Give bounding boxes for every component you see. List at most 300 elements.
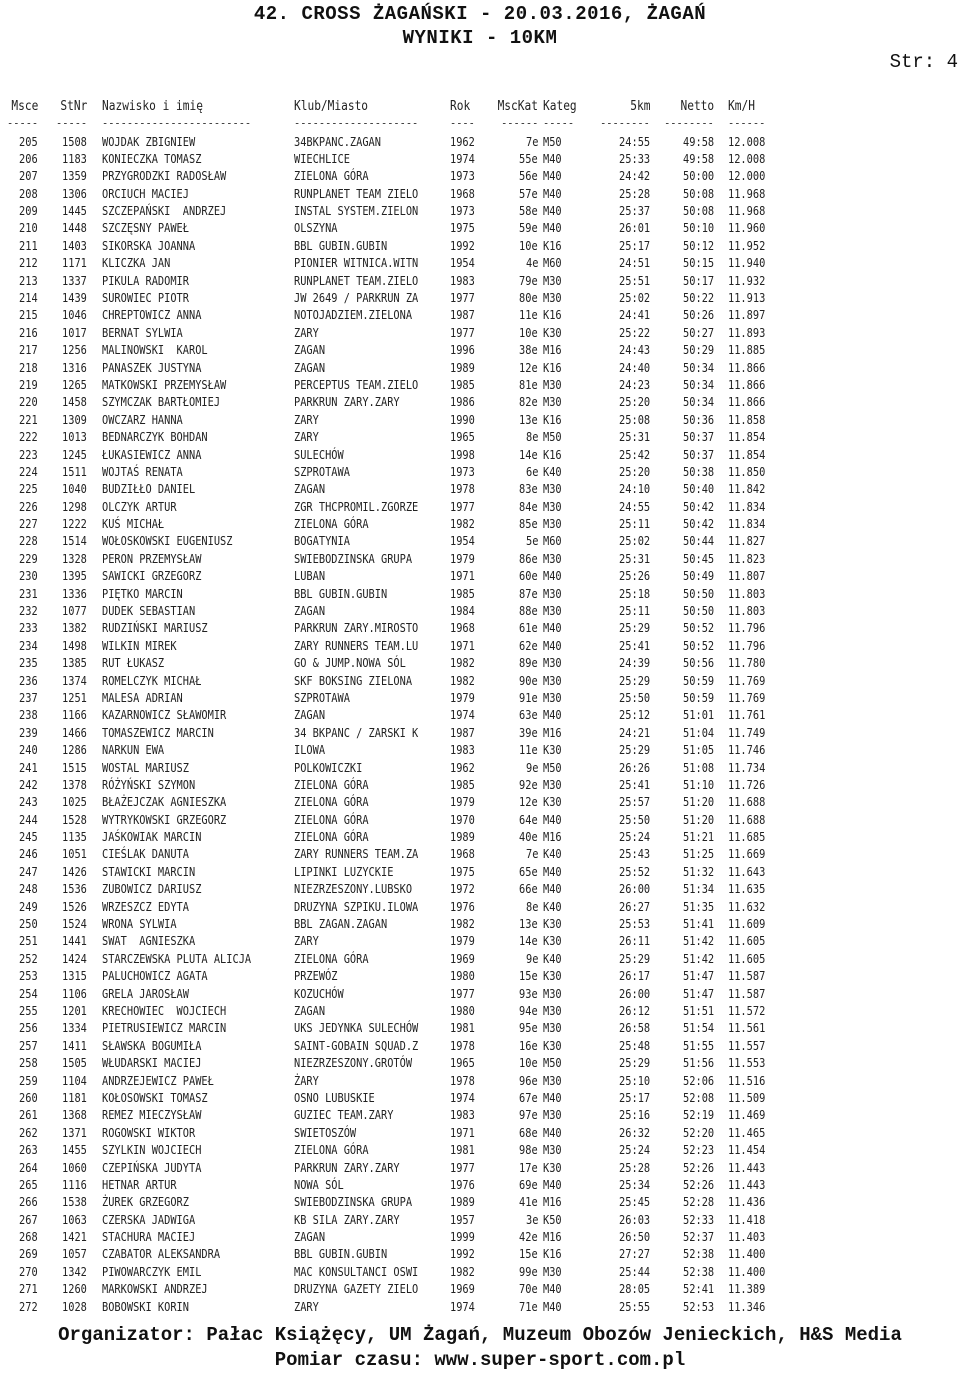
net-time-cell: 50:34	[682, 360, 714, 375]
bib-cell: 1057	[62, 1247, 87, 1262]
speed-cell: 12.008	[728, 151, 766, 166]
year-cell: 1969	[450, 951, 475, 966]
club-cell: OSNO LUBUSKIE	[294, 1090, 375, 1105]
split-5km-cell: 25:11	[618, 604, 650, 619]
club-cell: DRUZYNA SZPIKU.ILOWA	[294, 899, 419, 914]
table-row	[0, 812, 960, 829]
category-cell: M30	[543, 586, 562, 601]
table-row	[0, 394, 960, 411]
name-cell: NARKUN EWA	[102, 743, 165, 758]
club-cell: BBL GUBIN.GUBIN	[294, 586, 388, 601]
split-5km-cell: 25:28	[618, 186, 650, 201]
category-cell: M30	[543, 1004, 562, 1018]
net-time-cell: 51:56	[682, 1056, 714, 1071]
bib-cell: 1315	[62, 969, 87, 984]
category-place-cell: 91e	[519, 690, 538, 705]
name-cell: JAŚKOWIAK MARCIN	[102, 830, 202, 845]
bib-cell: 1359	[62, 169, 87, 184]
category-cell: M30	[543, 291, 562, 305]
club-cell: PIONIER WITNICA.WITN	[294, 256, 419, 271]
bib-cell: 1368	[62, 1108, 87, 1123]
table-row	[0, 620, 960, 637]
year-cell: 1989	[450, 360, 475, 375]
bib-cell: 1411	[62, 1038, 87, 1053]
name-cell: WRZESZCZ EDYTA	[102, 899, 189, 914]
net-time-cell: 49:58	[682, 151, 714, 166]
table-row	[0, 707, 960, 724]
table-row	[0, 690, 960, 707]
speed-cell: 11.796	[728, 638, 766, 653]
split-5km-cell: 28:05	[618, 1282, 650, 1297]
club-cell: ZIELONA GÓRA	[294, 517, 369, 532]
net-time-cell: 51:21	[682, 830, 714, 845]
category-cell: K16	[543, 360, 562, 375]
place-cell: 240	[19, 743, 38, 758]
name-cell: KLICZKA JAN	[102, 256, 171, 271]
split-5km-cell: 25:53	[618, 917, 650, 932]
category-cell: M40	[543, 169, 562, 184]
split-5km-cell: 24:55	[618, 134, 650, 149]
place-cell: 208	[19, 186, 38, 201]
club-cell: BBL GUBIN.GUBIN	[294, 238, 388, 253]
year-cell: 1999	[450, 1230, 475, 1245]
name-cell: WOŁOSKOWSKI EUGENIUSZ	[102, 534, 233, 549]
place-cell: 225	[19, 482, 38, 497]
category-place-cell: 64e	[519, 812, 538, 827]
year-cell: 1973	[450, 169, 475, 184]
bib-cell: 1371	[62, 1125, 87, 1140]
category-place-cell: 56e	[519, 169, 538, 184]
name-cell: WŁUDARSKI MACIEJ	[102, 1056, 202, 1071]
net-time-cell: Netto	[680, 99, 714, 114]
net-time-cell: 50:34	[682, 395, 714, 410]
net-time-cell: 50:59	[682, 690, 714, 705]
split-5km-cell: 26:03	[618, 1212, 650, 1227]
place-cell: 249	[19, 899, 38, 914]
place-cell: 231	[19, 586, 38, 601]
split-5km-cell: 25:20	[618, 395, 650, 410]
bib-cell: 1166	[62, 708, 87, 723]
net-time-cell: 52:41	[682, 1282, 714, 1297]
table-row	[0, 603, 960, 620]
bib-cell: 1251	[62, 690, 87, 705]
net-time-cell: 51:51	[682, 1004, 714, 1018]
net-time-cell: 52:26	[682, 1177, 714, 1192]
split-5km-cell: 25:10	[618, 1073, 650, 1088]
category-place-cell: 93e	[519, 986, 538, 1001]
table-row	[0, 568, 960, 585]
place-cell: 214	[19, 291, 38, 305]
bib-cell: 1306	[62, 186, 87, 201]
speed-cell: 11.635	[728, 882, 766, 897]
category-cell: -----	[543, 116, 575, 130]
bib-cell: 1256	[62, 343, 87, 358]
club-cell: BBL GUBIN.GUBIN	[294, 1247, 388, 1262]
name-cell: OLCZYK ARTUR	[102, 499, 177, 514]
category-cell: K16	[543, 238, 562, 253]
club-cell: ZAGAN	[294, 1230, 326, 1245]
table-row	[0, 533, 960, 550]
category-place-cell: 3e	[525, 1212, 538, 1227]
speed-cell: 11.854	[728, 430, 766, 445]
category-place-cell: 10e	[519, 1056, 538, 1071]
net-time-cell: 52:28	[682, 1195, 714, 1210]
speed-cell: 11.842	[728, 482, 766, 497]
table-row	[0, 1246, 960, 1263]
net-time-cell: 50:59	[682, 673, 714, 688]
name-cell: RÓŻYŃSKI SZYMON	[102, 777, 196, 792]
category-place-cell: 99e	[519, 1264, 538, 1279]
year-cell: 1975	[450, 864, 475, 879]
split-5km-cell: 26:01	[618, 221, 650, 236]
net-time-cell: 51:32	[682, 864, 714, 879]
table-row	[0, 968, 960, 985]
category-cell: M30	[543, 273, 562, 288]
category-place-cell: 84e	[519, 499, 538, 514]
page-number: Str: 4	[889, 51, 958, 73]
net-time-cell: 50:56	[682, 656, 714, 671]
place-cell: 218	[19, 360, 38, 375]
club-cell: ZARY	[294, 325, 319, 340]
category-place-cell: 12e	[519, 795, 538, 810]
split-5km-cell: 25:50	[618, 690, 650, 705]
net-time-cell: 52:26	[682, 1160, 714, 1175]
category-cell: M40	[543, 1299, 562, 1314]
split-5km-cell: 25:22	[618, 325, 650, 340]
bib-cell: 1528	[62, 812, 87, 827]
category-cell: M30	[543, 377, 562, 392]
category-cell: M16	[543, 343, 562, 358]
split-5km-cell: 25:24	[618, 830, 650, 845]
year-cell: 1968	[450, 621, 475, 636]
year-cell: 1973	[450, 204, 475, 219]
category-cell: K16	[543, 412, 562, 427]
club-cell: SZPROTAWA	[294, 690, 350, 705]
split-5km-cell: 24:41	[618, 308, 650, 323]
speed-cell: 11.561	[728, 1021, 766, 1036]
year-cell: 1978	[450, 482, 475, 497]
club-cell: SWIEBODZINSKA GRUPA	[294, 551, 413, 566]
table-row	[0, 638, 960, 655]
speed-cell: 11.688	[728, 795, 766, 810]
speed-cell: 11.346	[728, 1299, 766, 1314]
club-cell: KB SILA ZARY.ZARY	[294, 1212, 400, 1227]
category-place-cell: 79e	[519, 273, 538, 288]
place-cell: 263	[19, 1143, 38, 1158]
category-cell: K50	[543, 1212, 562, 1227]
club-cell: NIEZRZESZONY.LUBSKO	[294, 882, 413, 897]
category-place-cell: 97e	[519, 1108, 538, 1123]
category-cell: M50	[543, 1056, 562, 1071]
name-cell: OWCZARZ HANNA	[102, 412, 183, 427]
category-cell: M30	[543, 1021, 562, 1036]
net-time-cell: 51:04	[682, 725, 714, 740]
bib-cell: 1374	[62, 673, 87, 688]
split-5km-cell: 25:26	[618, 569, 650, 584]
category-place-cell: 38e	[519, 343, 538, 358]
table-row	[0, 673, 960, 690]
place-cell: 230	[19, 569, 38, 584]
category-cell: M40	[543, 882, 562, 897]
bib-cell: 1538	[62, 1195, 87, 1210]
club-cell: KOZUCHÓW	[294, 986, 344, 1001]
year-cell: 1962	[450, 760, 475, 775]
split-5km-cell: 24:42	[618, 169, 650, 184]
speed-cell: 11.605	[728, 934, 766, 949]
place-cell: 257	[19, 1038, 38, 1053]
speed-cell: 11.960	[728, 221, 766, 236]
net-time-cell: 50:08	[682, 186, 714, 201]
bib-cell: 1342	[62, 1264, 87, 1279]
table-row	[0, 760, 960, 777]
speed-cell: 11.780	[728, 656, 766, 671]
net-time-cell: 51:01	[682, 708, 714, 723]
name-cell: BEDNARCZYK BOHDAN	[102, 430, 208, 445]
table-row	[0, 377, 960, 394]
club-cell: ZAGAN	[294, 708, 326, 723]
net-time-cell: 50:12	[682, 238, 714, 253]
name-cell: REMEZ MIECZYSŁAW	[102, 1108, 202, 1123]
category-place-cell: 13e	[519, 412, 538, 427]
bib-cell: 1336	[62, 586, 87, 601]
speed-cell: 11.968	[728, 204, 766, 219]
place-cell: 217	[19, 343, 38, 358]
name-cell: SAWICKI GRZEGORZ	[102, 569, 202, 584]
club-cell: NOTOJADZIEM.ZIELONA	[294, 308, 413, 323]
year-cell: 1980	[450, 969, 475, 984]
speed-cell: 11.443	[728, 1177, 766, 1192]
table-row	[0, 742, 960, 759]
category-place-cell: 16e	[519, 1038, 538, 1053]
speed-cell: 11.940	[728, 256, 766, 271]
year-cell: 1982	[450, 673, 475, 688]
speed-cell: 11.436	[728, 1195, 766, 1210]
split-5km-cell: 26:58	[618, 1021, 650, 1036]
speed-cell: 11.827	[728, 534, 766, 549]
category-place-cell: 10e	[519, 325, 538, 340]
speed-cell: 12.000	[728, 169, 766, 184]
table-row	[0, 1299, 960, 1316]
speed-cell: 11.509	[728, 1090, 766, 1105]
category-cell: M40	[543, 186, 562, 201]
category-cell: M50	[543, 760, 562, 775]
table-row	[0, 1264, 960, 1281]
club-cell: DRUZYNA GAZETY ZIELO	[294, 1282, 419, 1297]
name-cell: MALINOWSKI KAROL	[102, 343, 208, 358]
place-cell: 256	[19, 1021, 38, 1036]
year-cell: 1968	[450, 186, 475, 201]
category-cell: M30	[543, 604, 562, 619]
net-time-cell: 50:50	[682, 586, 714, 601]
year-cell: ----	[450, 116, 475, 130]
name-cell: BŁAŻEJCZAK AGNIESZKA	[102, 795, 227, 810]
category-cell: M60	[543, 534, 562, 549]
category-place-cell: 41e	[519, 1195, 538, 1210]
speed-cell: 11.443	[728, 1160, 766, 1175]
speed-cell: 11.418	[728, 1212, 766, 1227]
name-cell: CZERSKA JADWIGA	[102, 1212, 196, 1227]
speed-cell: 11.553	[728, 1056, 766, 1071]
split-5km-cell: 25:29	[618, 951, 650, 966]
bib-cell: 1298	[62, 499, 87, 514]
split-5km-cell: 25:29	[618, 743, 650, 758]
net-time-cell: 50:52	[682, 638, 714, 653]
split-5km-cell: 25:43	[618, 847, 650, 862]
category-cell: K30	[543, 743, 562, 758]
category-place-cell: 55e	[519, 151, 538, 166]
category-place-cell: 40e	[519, 830, 538, 845]
table-row	[0, 777, 960, 794]
name-cell: STARCZEWSKA PLUTA ALICJA	[102, 951, 252, 966]
category-place-cell: 87e	[519, 586, 538, 601]
name-cell: Nazwisko i imię	[102, 99, 203, 114]
speed-cell: 11.688	[728, 812, 766, 827]
split-5km-cell: 25:52	[618, 864, 650, 879]
place-cell: 260	[19, 1090, 38, 1105]
net-time-cell: 50:36	[682, 412, 714, 427]
category-cell: K40	[543, 464, 562, 479]
net-time-cell: 50:40	[682, 482, 714, 497]
category-place-cell: 15e	[519, 969, 538, 984]
year-cell: 1970	[450, 812, 475, 827]
club-cell: GUZIEC TEAM.ZARY	[294, 1108, 394, 1123]
bib-cell: 1201	[62, 1004, 87, 1018]
year-cell: 1974	[450, 1090, 475, 1105]
table-row	[0, 481, 960, 498]
year-cell: 1982	[450, 1264, 475, 1279]
club-cell: ZIELONA GÓRA	[294, 777, 369, 792]
year-cell: 1977	[450, 325, 475, 340]
net-time-cell: 50:29	[682, 343, 714, 358]
club-cell: ZARY RUNNERS TEAM.LU	[294, 638, 419, 653]
place-cell: 253	[19, 969, 38, 984]
split-5km-cell: 24:21	[618, 725, 650, 740]
table-row	[0, 151, 960, 168]
speed-cell: 11.685	[728, 830, 766, 845]
category-place-cell: 67e	[519, 1090, 538, 1105]
speed-cell: 11.854	[728, 447, 766, 462]
year-cell: 1982	[450, 656, 475, 671]
net-time-cell: 51:47	[682, 986, 714, 1001]
club-cell: NOWA SÓL	[294, 1177, 344, 1192]
category-place-cell: 98e	[519, 1143, 538, 1158]
place-cell: 252	[19, 951, 38, 966]
category-place-cell: 88e	[519, 604, 538, 619]
bib-cell: 1455	[62, 1143, 87, 1158]
name-cell: CIEŚLAK DANUTA	[102, 847, 189, 862]
category-cell: M40	[543, 1090, 562, 1105]
name-cell: WOJDAK ZBIGNIEW	[102, 134, 196, 149]
place-cell: 264	[19, 1160, 38, 1175]
year-cell: 1981	[450, 1143, 475, 1158]
speed-cell: 11.803	[728, 604, 766, 619]
year-cell: 1985	[450, 377, 475, 392]
speed-cell: 11.749	[728, 725, 766, 740]
place-cell: 243	[19, 795, 38, 810]
place-cell: 254	[19, 986, 38, 1001]
name-cell: ROGOWSKI WIKTOR	[102, 1125, 196, 1140]
name-cell: WOSTAL MARIUSZ	[102, 760, 189, 775]
year-cell: 1981	[450, 1021, 475, 1036]
name-cell: CZABATOR ALEKSANDRA	[102, 1247, 221, 1262]
club-cell: SULECHÓW	[294, 447, 344, 462]
name-cell: MALESA ADRIAN	[102, 690, 183, 705]
net-time-cell: 51:20	[682, 795, 714, 810]
year-cell: 1992	[450, 238, 475, 253]
bib-cell: -----	[55, 116, 87, 130]
split-5km-cell: 26:00	[618, 986, 650, 1001]
category-cell: M40	[543, 221, 562, 236]
table-row	[0, 725, 960, 742]
table-row	[0, 186, 960, 203]
category-place-cell: 15e	[519, 1247, 538, 1262]
split-5km-cell: 25:02	[618, 534, 650, 549]
net-time-cell: 51:35	[682, 899, 714, 914]
category-cell: M40	[543, 708, 562, 723]
table-row	[0, 307, 960, 324]
table-row	[0, 255, 960, 272]
net-time-cell: 50:10	[682, 221, 714, 236]
bib-cell: 1046	[62, 308, 87, 323]
net-time-cell: 52:53	[682, 1299, 714, 1314]
net-time-cell: 50:44	[682, 534, 714, 549]
split-5km-cell: 25:41	[618, 638, 650, 653]
bib-cell: 1116	[62, 1177, 87, 1192]
table-row	[0, 655, 960, 672]
speed-cell: 11.516	[728, 1073, 766, 1088]
split-5km-cell: 25:42	[618, 447, 650, 462]
net-time-cell: 51:47	[682, 969, 714, 984]
table-row	[0, 1142, 960, 1159]
year-cell: 1986	[450, 395, 475, 410]
category-place-cell: 70e	[519, 1282, 538, 1297]
speed-cell: 11.885	[728, 343, 766, 358]
name-cell: ORCIUCH MACIEJ	[102, 186, 189, 201]
table-row	[0, 864, 960, 881]
category-place-cell: 8e	[525, 899, 538, 914]
club-cell: ZAGAN	[294, 482, 326, 497]
year-cell: 1969	[450, 1282, 475, 1297]
net-time-cell: 52:20	[682, 1125, 714, 1140]
category-place-cell: 7e	[525, 134, 538, 149]
table-row	[0, 1107, 960, 1124]
club-cell: LIPINKI LUZYCKIE	[294, 864, 394, 879]
year-cell: 1990	[450, 412, 475, 427]
net-time-cell: 51:05	[682, 743, 714, 758]
split-5km-cell: 25:41	[618, 777, 650, 792]
name-cell: GRELA JAROSŁAW	[102, 986, 189, 1001]
place-cell: 237	[19, 690, 38, 705]
table-row	[0, 168, 960, 185]
category-cell: K30	[543, 917, 562, 932]
year-cell: Rok	[450, 99, 471, 114]
year-cell: 1982	[450, 917, 475, 932]
bib-cell: 1505	[62, 1056, 87, 1071]
split-5km-cell: 24:10	[618, 482, 650, 497]
place-cell: 223	[19, 447, 38, 462]
name-cell: ZUBOWICZ DARIUSZ	[102, 882, 202, 897]
club-cell: SWIETOSZÓW	[294, 1125, 357, 1140]
place-cell: 261	[19, 1108, 38, 1123]
club-cell: SAINT-GOBAIN SQUAD.Z	[294, 1038, 419, 1053]
place-cell: 221	[19, 412, 38, 427]
category-place-cell: 6e	[525, 464, 538, 479]
club-cell: ZAGAN	[294, 360, 326, 375]
club-cell: ZIELONA GÓRA	[294, 830, 369, 845]
name-cell: KOŁOSOWSKI TOMASZ	[102, 1090, 208, 1105]
place-cell: 238	[19, 708, 38, 723]
split-5km-cell: 25:18	[618, 586, 650, 601]
